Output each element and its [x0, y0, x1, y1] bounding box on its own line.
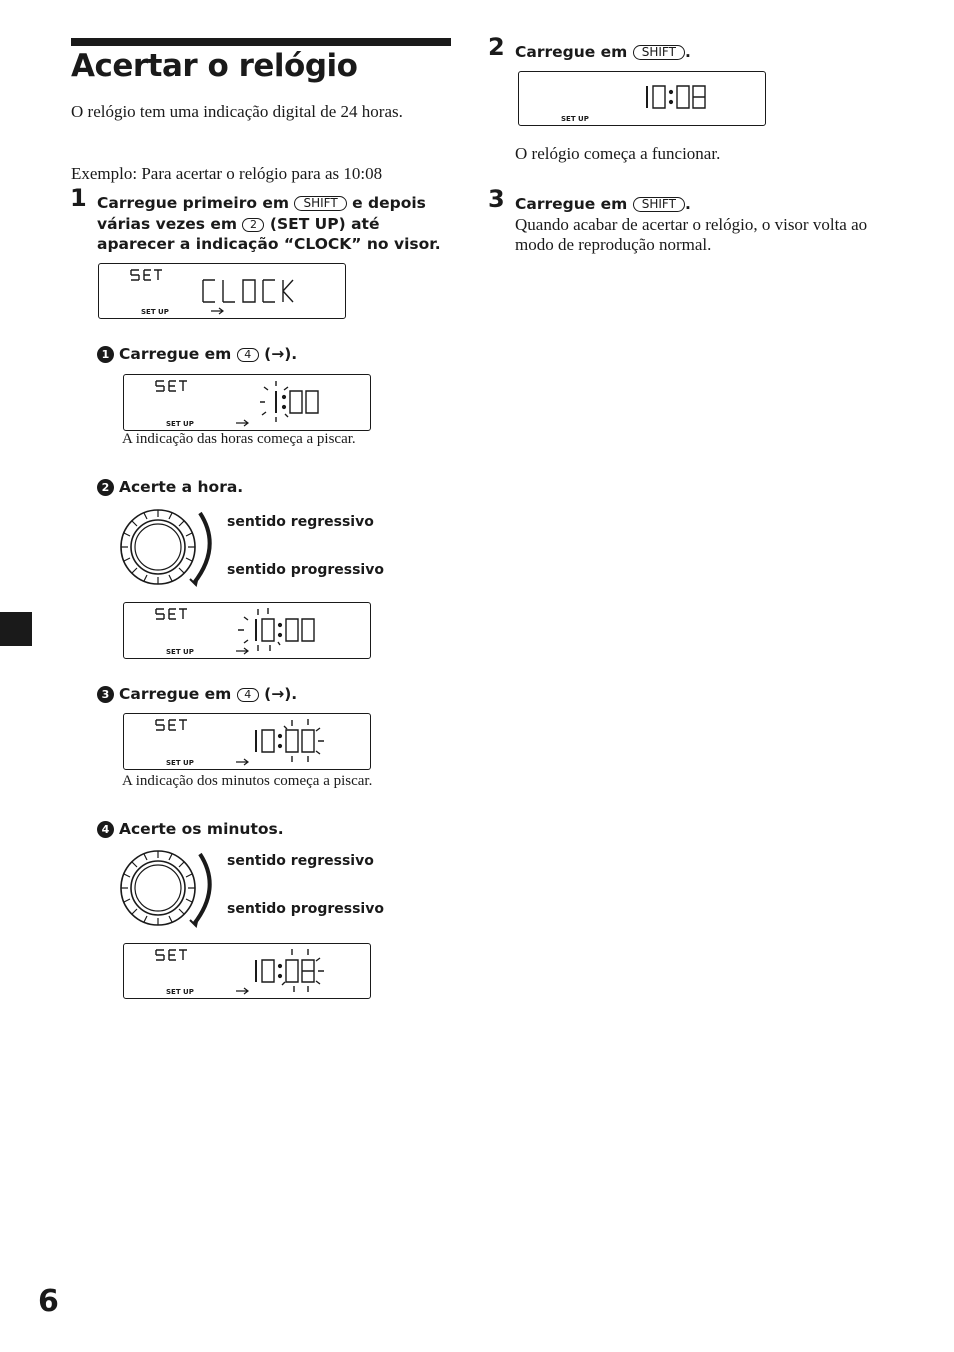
step-1-text: [97, 193, 442, 255]
svg-text:SET UP: SET UP: [166, 759, 194, 767]
display-minute-set: [123, 943, 371, 999]
display-clock: [98, 263, 346, 319]
svg-text:SET UP: SET UP: [166, 420, 194, 428]
step-1-part3: (SET UP) até aparecer a indicação “CLOCK” no visor.: [97, 214, 441, 253]
substep-2-bullet: 2: [97, 479, 114, 496]
step-2-suffix: .: [684, 43, 691, 61]
caption-hour: A indicação das horas começa a piscar.: [122, 431, 356, 447]
substep-1-bullet: 1: [97, 346, 114, 363]
direction-up-hour: sentido regressivo: [227, 514, 374, 530]
substep-3-bullet: 3: [97, 686, 114, 703]
substep-2-text: Acerte a hora.: [119, 478, 244, 496]
shift-key: SHIFT: [294, 196, 346, 211]
shift-key-step3: SHIFT: [633, 197, 685, 212]
substep-3-suffix: (→).: [264, 685, 298, 703]
shift-key-step2: SHIFT: [633, 45, 685, 60]
caption-minute: A indicação dos minutos começa a piscar.: [122, 773, 373, 789]
step-3-label: Carregue em: [515, 195, 628, 213]
step-2-number: 2: [488, 33, 505, 61]
page-number: 6: [38, 1284, 59, 1319]
dial-icon: [118, 846, 218, 930]
jog-dial-minute: [118, 846, 218, 930]
step-1-part2: e depois várias vezes em: [97, 194, 426, 233]
substep-4-text: Acerte os minutos.: [119, 820, 284, 838]
key-2: 2: [242, 218, 264, 232]
substep-1: [97, 345, 297, 363]
substep-3-text: Carregue em: [119, 685, 232, 703]
step-2-text: [515, 42, 691, 63]
svg-text:SET UP: SET UP: [166, 648, 194, 656]
direction-up-minute: sentido regressivo: [227, 853, 374, 869]
step-1-number: 1: [70, 184, 87, 212]
step-3-number: 3: [488, 185, 505, 213]
svg-text:SET UP: SET UP: [166, 988, 194, 996]
jog-dial-hour: [118, 505, 218, 589]
step-2-note: O relógio começa a funcionar.: [515, 144, 721, 163]
direction-down-minute: sentido progressivo: [227, 901, 384, 917]
step-3-note: Quando acabar de acertar o relógio, o visor volta ao modo de reprodução normal.: [515, 215, 868, 254]
display-hour-blink: [123, 374, 371, 431]
step-1-part1: Carregue primeiro em: [97, 194, 290, 212]
substep-1-suffix: (→).: [264, 345, 298, 363]
example-text: Exemplo: Para acertar o relógio para as 10:08: [71, 164, 383, 183]
intro-text: O relógio tem uma indicação digital de 24 horas.: [71, 102, 403, 121]
dial-icon: [118, 505, 218, 589]
step-2-label: Carregue em: [515, 43, 628, 61]
substep-4-bullet: 4: [97, 821, 114, 838]
key-4: 4: [237, 348, 259, 362]
step-3-suffix: .: [684, 195, 691, 213]
svg-text:SET UP: SET UP: [561, 115, 589, 123]
key-4-second: 4: [237, 688, 259, 702]
display-clock-graphic: [99, 264, 345, 318]
section-edge-tab: [0, 612, 32, 646]
display-running-clock: [518, 71, 766, 126]
step-3-text: [515, 194, 691, 215]
substep-4: [97, 820, 284, 838]
page-title: Acertar o relógio: [71, 48, 358, 84]
title-rule: [71, 38, 451, 46]
display-hour-set: [123, 602, 371, 659]
display-label: SET UP: [141, 308, 169, 316]
substep-1-text: Carregue em: [119, 345, 232, 363]
direction-down-hour: sentido progressivo: [227, 562, 384, 578]
substep-3: [97, 685, 297, 703]
display-minute-blink: [123, 713, 371, 770]
substep-2: [97, 478, 243, 496]
